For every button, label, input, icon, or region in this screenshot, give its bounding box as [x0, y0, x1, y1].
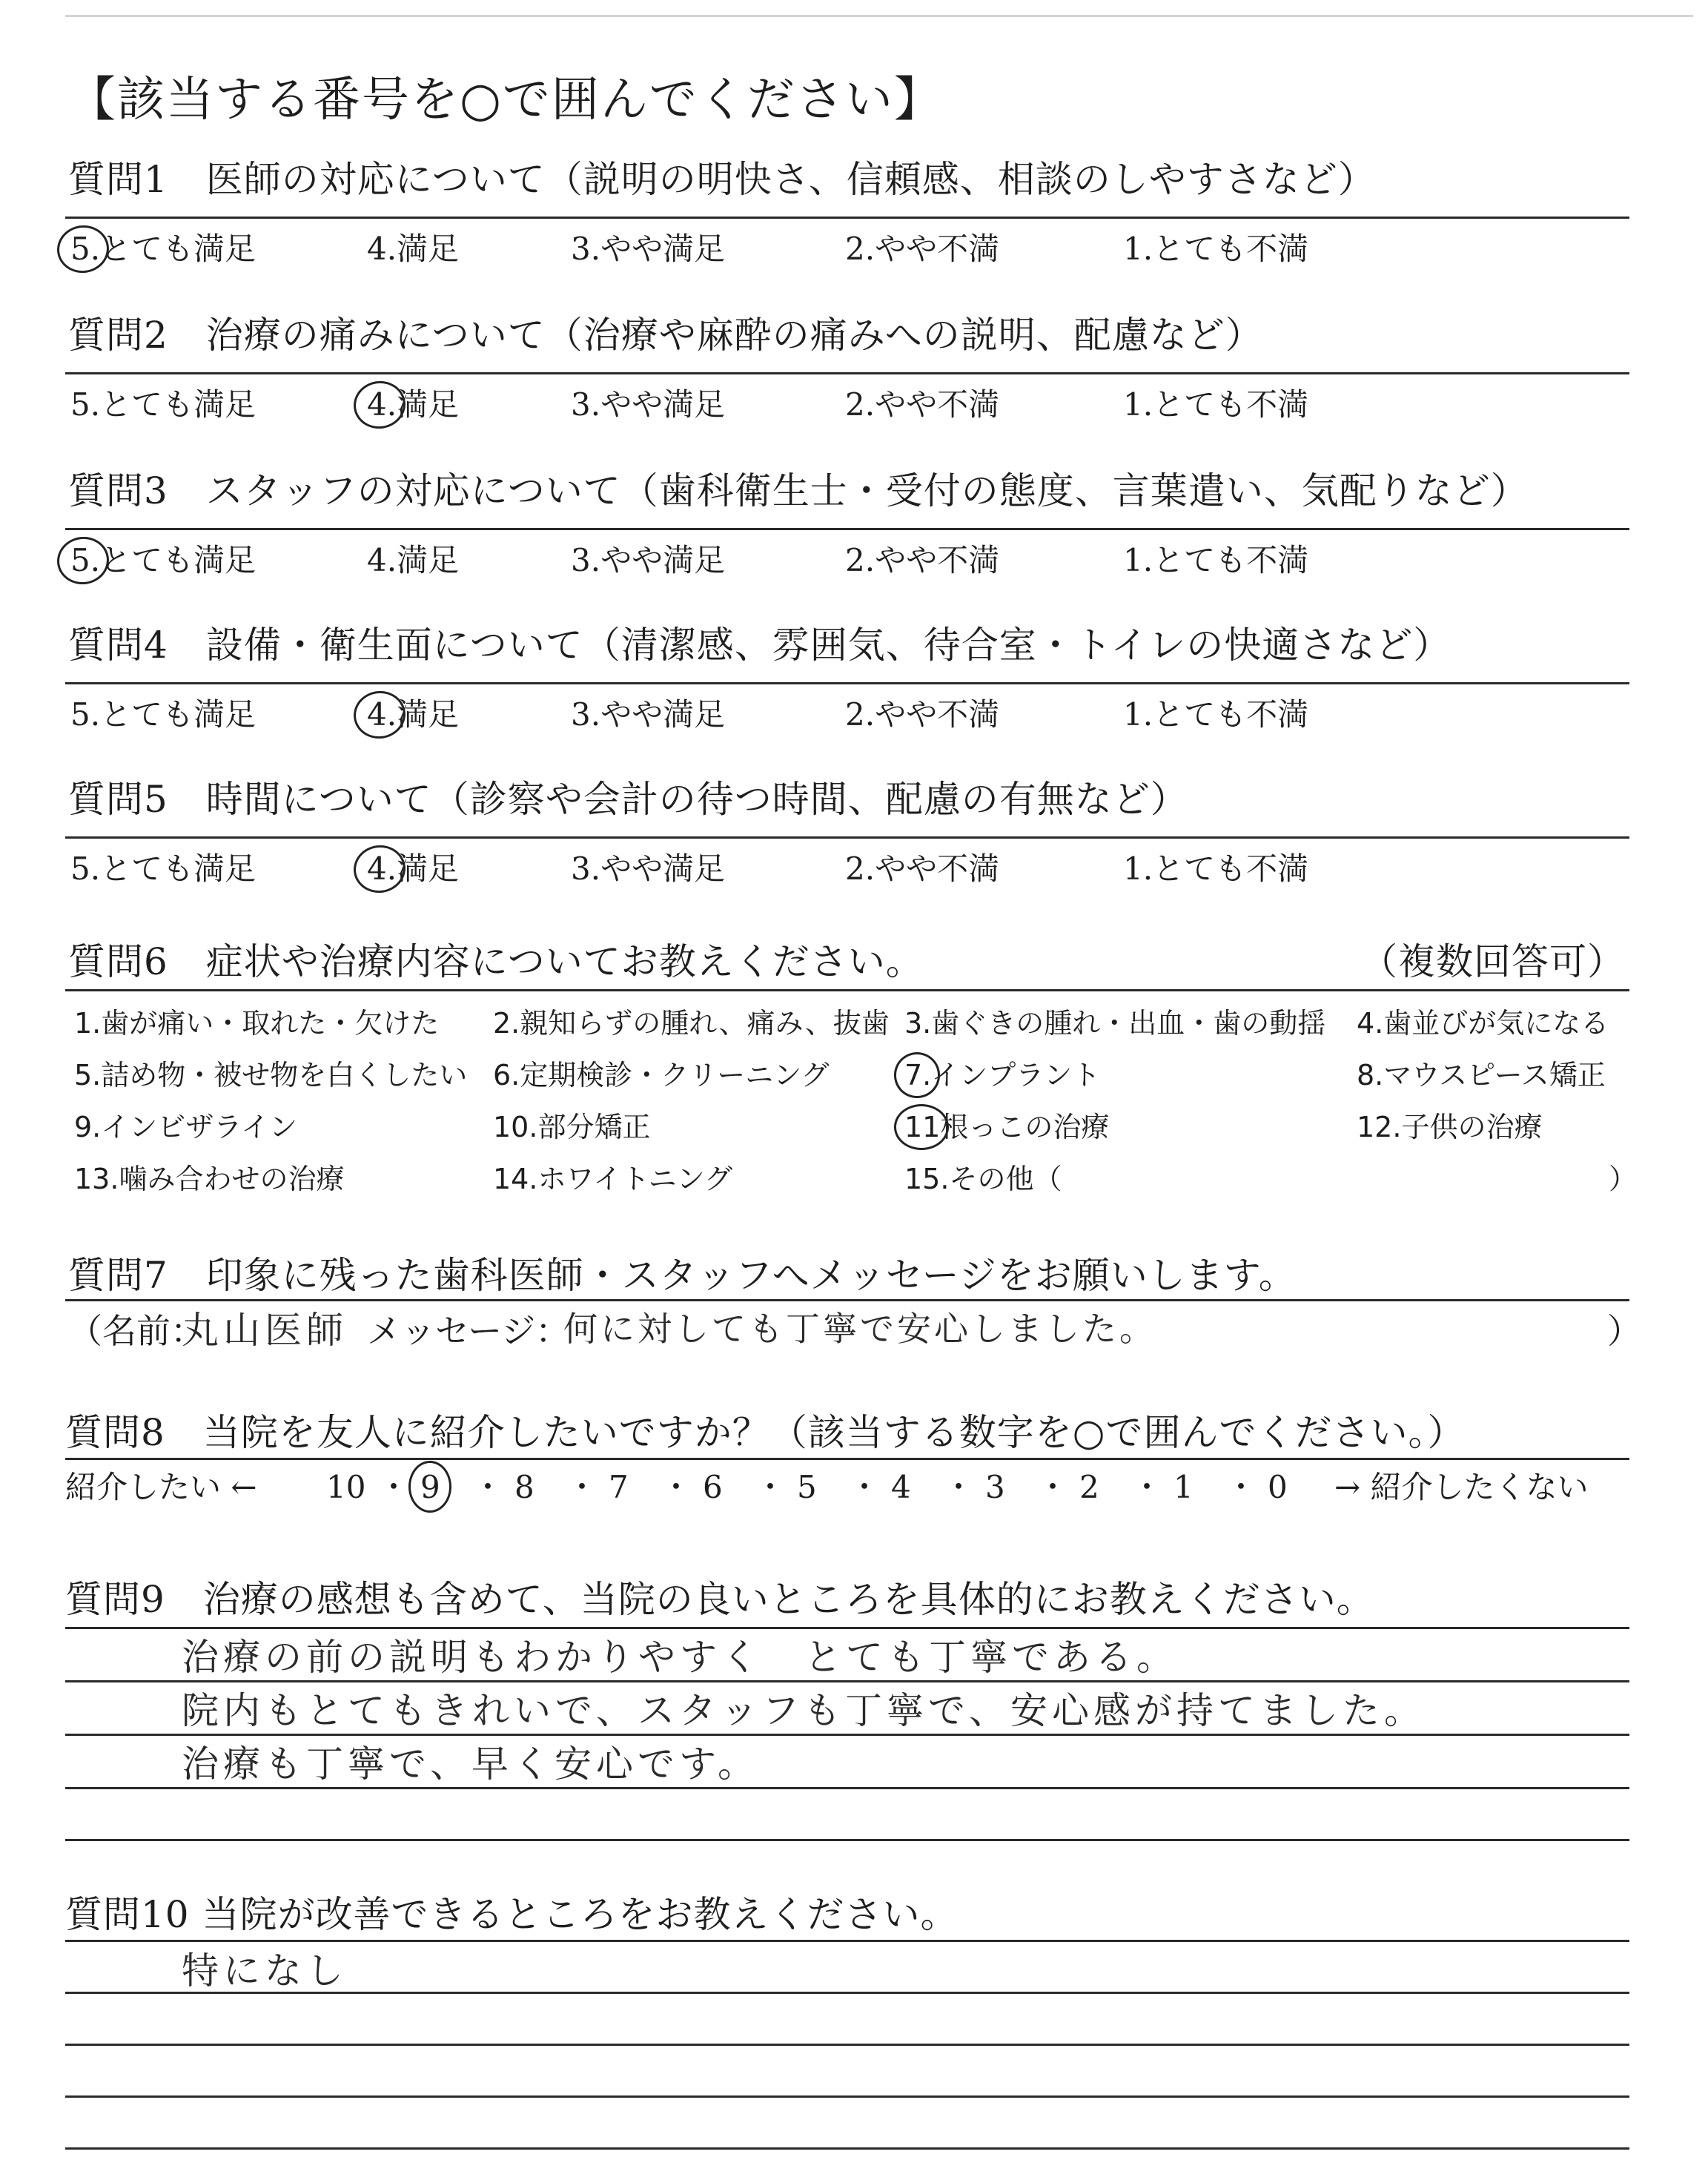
option-label: やや満足 — [600, 542, 726, 578]
q6-option[interactable] — [904, 1057, 1100, 1094]
q1-option[interactable] — [367, 228, 459, 270]
q6-option[interactable] — [904, 1005, 1325, 1042]
q4-option[interactable] — [845, 694, 999, 736]
option-label: とても満足 — [100, 386, 256, 423]
q8-scale-separator: ・ — [472, 1469, 504, 1505]
option-number: 1. — [1123, 851, 1153, 887]
q5-option[interactable] — [1123, 848, 1308, 890]
option-number: 4. — [367, 384, 397, 426]
option-label: やや満足 — [600, 696, 726, 733]
option-number: 8. — [1357, 1059, 1384, 1091]
q10-title: 質問10 当院が改善できるところをお教えください。 — [65, 1893, 959, 1936]
q9-rule — [65, 1627, 1629, 1629]
option-label: 噛み合わせの治療 — [119, 1163, 345, 1195]
option-number: 3. — [571, 231, 601, 267]
q3-divider — [65, 528, 1629, 530]
q6-note: （複数回答可） — [1360, 940, 1625, 983]
q3-title: 質問3 スタッフの対応について（歯科衛生士・受付の態度、言葉遣い、気配りなど） — [68, 469, 1529, 512]
q3-option[interactable] — [571, 540, 725, 581]
q4-option[interactable] — [571, 694, 725, 736]
option-number: 6. — [493, 1059, 520, 1091]
q8-divider — [65, 1458, 1629, 1460]
q8-scale-separator: ・ — [1225, 1469, 1257, 1505]
q8-scale-number[interactable]: 4 — [891, 1469, 911, 1505]
q6-other-close-paren: ） — [1609, 1163, 1638, 1195]
option-label: 定期検診・クリーニング — [520, 1059, 830, 1091]
q4-title: 質問4 設備・衛生面について（清潔感、雰囲気、待合室・トイレの快適さなど） — [68, 624, 1452, 667]
option-label: インプラント — [931, 1059, 1101, 1091]
q10-rule — [65, 2095, 1629, 2098]
option-label: とても不満 — [1153, 542, 1309, 578]
option-number: 12. — [1357, 1111, 1402, 1143]
option-label: 部分矯正 — [537, 1111, 651, 1143]
option-label: とても不満 — [1153, 231, 1309, 267]
q8-scale-number[interactable]: 2 — [1079, 1469, 1099, 1505]
option-number: 15. — [904, 1163, 950, 1195]
option-label: 満足 — [397, 851, 460, 887]
q8-scale-separator: ・ — [378, 1469, 410, 1505]
q5-option[interactable] — [70, 848, 256, 890]
q8-scale-number[interactable]: 3 — [985, 1469, 1005, 1505]
option-label: やや満足 — [600, 851, 726, 887]
option-label: 歯並びが気になる — [1383, 1007, 1609, 1040]
q9-answer-line: 治療も丁寧で、早く安心です。 — [182, 1743, 759, 1786]
q1-title: 質問1 医師の対応について（説明の明快さ、信頼感、相談のしやすさなど） — [68, 158, 1376, 201]
option-number: 3. — [571, 386, 601, 423]
option-label: 満足 — [397, 696, 460, 733]
option-number: 1. — [1123, 231, 1153, 267]
option-number: 2. — [845, 851, 875, 887]
q6-option[interactable] — [904, 1160, 1062, 1198]
option-number: 2. — [845, 696, 875, 733]
q6-option[interactable] — [1357, 1005, 1609, 1042]
option-number: 4. — [367, 231, 397, 267]
option-label: マウスピース矯正 — [1383, 1059, 1606, 1091]
option-label: やや不満 — [875, 231, 1000, 267]
q6-option[interactable] — [1357, 1109, 1542, 1146]
q8-scale-separator: ・ — [661, 1469, 692, 1505]
option-number: 3. — [571, 851, 601, 887]
option-number: 2. — [845, 231, 875, 267]
option-label: やや不満 — [875, 386, 1000, 423]
option-number: 1. — [1123, 696, 1153, 733]
q8-title: 質問8 当院を友人に紹介したいですか？（該当する数字を○で囲んでください。） — [65, 1411, 1466, 1454]
q9-title: 質問9 治療の感想も含めて、当院の良いところを具体的にお教えください。 — [65, 1578, 1374, 1621]
option-number: 1. — [1123, 386, 1153, 423]
q4-option[interactable] — [70, 694, 256, 736]
q8-scale-number[interactable]: 10 — [326, 1469, 366, 1505]
q1-option[interactable] — [571, 228, 725, 270]
q10-rule — [65, 2147, 1629, 2150]
q7-close-paren: ） — [1607, 1311, 1641, 1351]
option-label: とても満足 — [100, 231, 256, 267]
q6-option[interactable] — [74, 1057, 467, 1094]
option-number: 5. — [70, 386, 101, 423]
q3-option[interactable] — [70, 540, 256, 581]
option-label: 満足 — [397, 231, 460, 267]
q8-left-label: 紹介したい ← — [65, 1469, 257, 1505]
q6-option[interactable] — [493, 1057, 830, 1094]
q6-option[interactable] — [74, 1005, 439, 1042]
option-label: とても不満 — [1153, 696, 1309, 733]
option-label: とても満足 — [100, 696, 256, 733]
q9-answer-line: 治療の前の説明もわかりやすく とても丁寧である。 — [182, 1636, 1178, 1679]
q8-scale-number[interactable]: 8 — [514, 1469, 534, 1505]
q8-scale-separator: ・ — [1131, 1469, 1163, 1505]
q2-option[interactable] — [571, 384, 725, 426]
page-top-border — [65, 15, 1693, 17]
q4-divider — [65, 682, 1629, 684]
option-number: 13. — [74, 1163, 119, 1195]
option-number: 1. — [74, 1007, 102, 1040]
option-number: 3. — [904, 1007, 932, 1040]
q7-message-label: メッセージ： — [367, 1311, 570, 1351]
option-label: やや満足 — [600, 231, 726, 267]
q7-divider — [65, 1299, 1629, 1301]
option-number: 5. — [70, 696, 101, 733]
option-number: 3. — [571, 696, 601, 733]
option-label: 詰め物・被せ物を白くしたい — [101, 1059, 468, 1091]
q6-option[interactable] — [493, 1005, 890, 1042]
q5-divider — [65, 836, 1629, 839]
option-label: やや不満 — [875, 851, 1000, 887]
q6-option[interactable] — [493, 1160, 732, 1198]
option-number: 4. — [367, 694, 397, 736]
q9-rule — [65, 1839, 1629, 1841]
q6-option[interactable] — [493, 1109, 650, 1146]
q8-scale-separator: ・ — [755, 1469, 787, 1505]
q8-scale-number[interactable]: 6 — [703, 1469, 723, 1505]
q2-option[interactable] — [845, 384, 999, 426]
q8-scale-number[interactable]: 1 — [1174, 1469, 1194, 1505]
option-number: 5. — [70, 540, 100, 581]
q8-scale-number[interactable]: 7 — [609, 1469, 629, 1505]
option-number: 7. — [904, 1057, 931, 1094]
option-label: やや不満 — [875, 696, 1000, 733]
q4-option[interactable] — [367, 694, 459, 736]
q7-name-value: 丸山医師 — [182, 1309, 348, 1352]
option-label: 親知らずの腫れ、痛み、抜歯 — [520, 1007, 890, 1040]
q8-scale — [0, 1467, 1708, 1511]
q1-option[interactable] — [845, 228, 999, 270]
q10-rule — [65, 1940, 1629, 1942]
option-number: 2. — [493, 1007, 520, 1040]
option-number: 9. — [74, 1111, 102, 1143]
option-label: 根っこの治療 — [940, 1111, 1110, 1143]
option-number: 2. — [845, 386, 875, 423]
q3-option[interactable] — [367, 540, 459, 581]
q2-option[interactable] — [1123, 384, 1308, 426]
option-label: とても不満 — [1153, 386, 1309, 423]
q7-title: 質問7 印象に残った歯科医師・スタッフへメッセージをお願いします。 — [68, 1254, 1297, 1297]
q5-title: 質問5 時間について（診察や会計の待つ時間、配慮の有無など） — [68, 778, 1188, 821]
q10-answer-line: 特になし — [182, 1949, 348, 1992]
option-label: やや満足 — [600, 386, 726, 423]
option-number: 14. — [493, 1163, 538, 1195]
option-number: 10. — [493, 1111, 538, 1143]
option-number: 5. — [70, 228, 100, 270]
q1-option[interactable] — [70, 228, 256, 270]
q6-option[interactable] — [74, 1109, 297, 1146]
q10-rule — [65, 2044, 1629, 2046]
q8-scale-separator: ・ — [849, 1469, 881, 1505]
q8-scale-number[interactable]: 9 — [420, 1467, 440, 1508]
q6-option[interactable] — [74, 1160, 344, 1198]
q6-option[interactable] — [904, 1109, 1109, 1146]
option-label: とても不満 — [1153, 851, 1309, 887]
option-number: 4. — [367, 848, 397, 890]
option-number: 11 — [904, 1109, 940, 1146]
q2-option[interactable] — [367, 384, 459, 426]
q5-option[interactable] — [845, 848, 999, 890]
q6-divider — [65, 989, 1629, 991]
q2-title: 質問2 治療の痛みについて（治療や麻酔の痛みへの説明、配慮など） — [68, 314, 1263, 357]
q1-option[interactable] — [1123, 228, 1308, 270]
q5-option[interactable] — [571, 848, 725, 890]
q4-option[interactable] — [1123, 694, 1308, 736]
option-number: 5. — [74, 1059, 102, 1091]
q1-divider — [65, 217, 1629, 219]
option-label: やや不満 — [875, 542, 1000, 578]
option-number: 1. — [1123, 542, 1153, 578]
q8-scale-number[interactable]: 5 — [797, 1469, 817, 1505]
q8-scale-separator: ・ — [1037, 1469, 1069, 1505]
option-label: 子供の治療 — [1401, 1111, 1543, 1143]
option-label: とても満足 — [100, 851, 256, 887]
q8-scale-separator: ・ — [566, 1469, 598, 1505]
option-number: 4. — [1357, 1007, 1384, 1040]
q3-option[interactable] — [1123, 540, 1308, 581]
q8-right-label: → 紹介したくない — [1334, 1469, 1589, 1505]
option-label: 歯が痛い・取れた・欠けた — [101, 1007, 440, 1040]
q2-divider — [65, 372, 1629, 374]
option-number: 3. — [571, 542, 601, 578]
option-number: 5. — [70, 851, 101, 887]
option-label: 満足 — [397, 542, 460, 578]
option-label: 歯ぐきの腫れ・出血・歯の動揺 — [931, 1007, 1326, 1040]
option-label: とても満足 — [100, 542, 256, 578]
q3-option[interactable] — [845, 540, 999, 581]
option-label: インビザライン — [101, 1111, 298, 1143]
q6-option[interactable] — [1357, 1057, 1606, 1094]
q8-scale-separator: ・ — [943, 1469, 975, 1505]
page-heading: 【該当する番号を○で囲んでください】 — [68, 73, 943, 128]
option-label: その他（ — [949, 1163, 1062, 1195]
q5-option[interactable] — [367, 848, 459, 890]
q2-option[interactable] — [70, 384, 256, 426]
option-number: 2. — [845, 542, 875, 578]
q9-answer-line: 院内もとてもきれいで、スタッフも丁寧で、安心感が持てました。 — [182, 1689, 1426, 1732]
q6-title: 質問6 症状や治療内容についてお教えください。 — [68, 940, 924, 983]
q8-scale-number[interactable]: 0 — [1268, 1469, 1288, 1505]
option-number: 4. — [367, 542, 397, 578]
option-label: 満足 — [397, 386, 460, 423]
q7-name-label: （名前： — [68, 1311, 205, 1351]
option-label: ホワイトニング — [537, 1163, 733, 1195]
q7-message-value: 何に対しても丁寧で安心しました。 — [563, 1309, 1156, 1349]
